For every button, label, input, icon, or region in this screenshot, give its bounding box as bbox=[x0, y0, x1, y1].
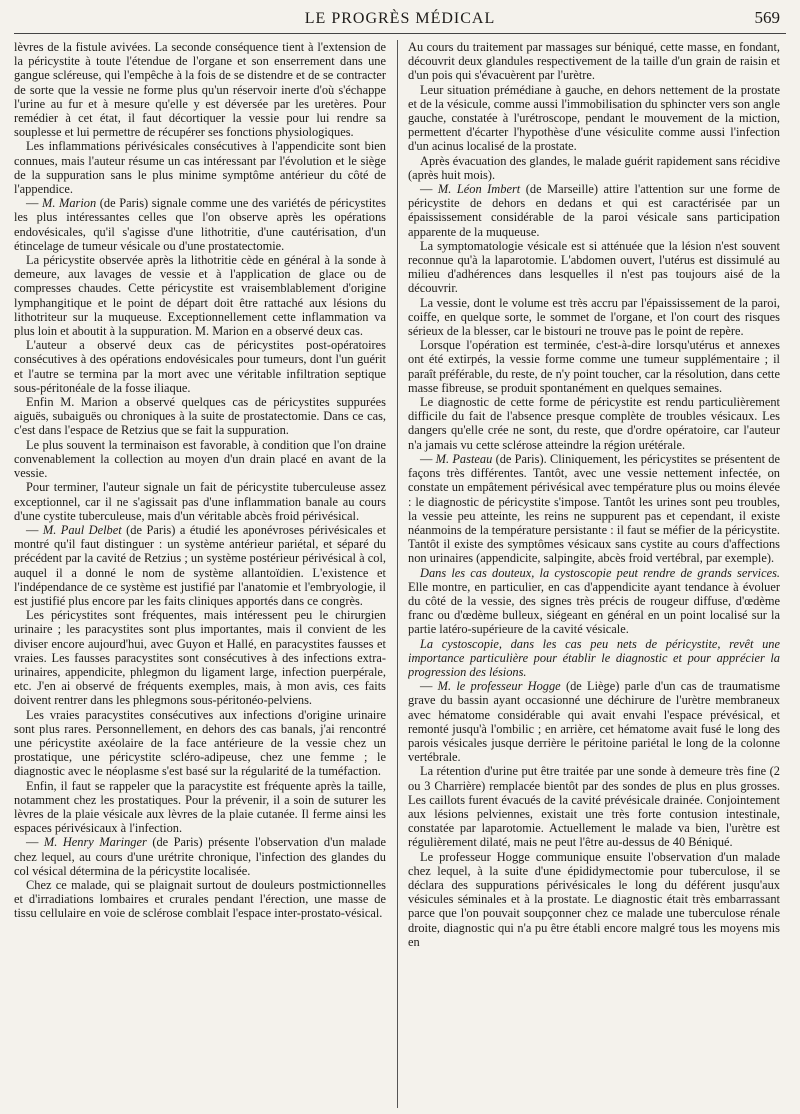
paragraph: Enfin M. Marion a observé quelques cas de péricystites suppurées aiguës, subaiguës ou chroniques à la suite de prostatectomie. Dans ce cas, c'est dans l'espace de Retzius que se fait la suppuration. bbox=[14, 395, 386, 438]
paragraph: Enfin, il faut se rappeler que la paracystite est fréquente après la taille, notamment chez les prostatiques. Pour la prévenir, il a soin de suturer les lèvres de la plaie vésicale aux lèvres de la plaie cutanée. Il ferme ainsi les espaces périvésicaux à l'infection. bbox=[14, 778, 386, 836]
author-name: M. Pasteau bbox=[435, 451, 493, 466]
paragraph-text: (de Paris) a étudié les aponévroses périvésicales et montré qu'il faut distinguer : un système antérieur pariétal, et séparé du précédent par la cavité de Retzius ; un système postérieur périvésical à col, auquel il a donné le nom de système allantoïdien. L'existence et l'indépendance de ce système est justifié par l'anatomie et l'embryologie, il est justifié plus encore par les faits cliniques apportés dans ce congrès. bbox=[14, 522, 386, 608]
author-name: M. Paul Delbet bbox=[42, 522, 122, 537]
paragraph: Les vraies paracystites consécutives aux infections d'origine urinaire sont plus rares. Personnellement, en dehors des cas banals, j'ai rencontré une péricystite axéolaire de la face antérieure de la vessie chez un prostatique, une péricystite scléro-adipeuse, chez une femme ; le diagnostic avec le néoplasme s'est basé sur la régularité de la tuméfaction. bbox=[14, 707, 386, 779]
paragraph: Au cours du traitement par massages sur béniqué, cette masse, en fondant, découvrit deux glandules respectivement de la taille d'un grain de raisin et d'un pois qui s'évacuèrent par l'urètre. bbox=[408, 40, 780, 83]
paragraph: Après évacuation des glandes, le malade guérit rapidement sans récidive (après huit mois). bbox=[408, 153, 780, 182]
page-header bbox=[14, 4, 786, 32]
paragraph: Le diagnostic de cette forme de péricystite est rendu particulièrement difficile du fait de l'absence presque complète de troubles vésicaux. Les dangers qu'elle crée ne sont, du reste, que d'ordre opératoire, car l'auteur n'a jamais vu cette sclérose atteindre la région urétérale. bbox=[408, 395, 780, 452]
paragraph: Le plus souvent la terminaison est favorable, à condition que l'on draine convenablement la collection au moyen d'un drain placé en avant de la vessie. bbox=[14, 437, 386, 481]
author-name: M. Léon Imbert bbox=[437, 182, 521, 197]
paragraph: La rétention d'urine put être traitée par une sonde à demeure très fine (2 ou 3 Charrière) remplacée bientôt par des sondes de plus en plus grosses. Les caillots furent évacués de la cavité prévésicale drainée. Conjointement aux lésions pelviennes, existait une très forte contusion intestinale, constatée par laparotomie. Actuellement le malade va bien, l'urètre est régulièrement dilaté, mais ne peut l'être au-dessus de 40 Béniqué. bbox=[408, 764, 780, 850]
paragraph-text: (de Paris) présente l'observation d'un malade chez lequel, au cours d'une urétrite chronique, l'infection des glandes du col vésical détermina de la péricystite localisée. bbox=[14, 835, 386, 878]
paragraph: La vessie, dont le volume est très accru par l'épaississement de la paroi, coiffe, en quelque sorte, le sommet de l'organe, et l'on court des risques sérieux de la blesser, car le bistouri ne trouve pas le point de repère. bbox=[408, 295, 780, 339]
paragraph: — M. Pasteau (de Paris). Cliniquement, les péricystites se présentent de façons très différentes. Tantôt, avec une vessie nettement infectée, on constate un empâtement périvésical avec température plus ou moins élevée : le diagnostic de péricystite s'impose. Tantôt les urines sont peu troubles, la vessie peu atteinte, les reins ne suppurent pas et cependant, il existe néanmoins de la température persistante : il faut se méfier de la péricystite. Tantôt il existe des symptômes vésicaux sans cystite au cours d'affections non urinaires (appendicite, salpingite, abcès froid vertébral, par exemple). bbox=[408, 451, 780, 566]
paragraph: — M. Marion (de Paris) signale comme une des variétés de péricystites les plus intéressantes celles que l'on observe après les opérations endovésicales, qu'il s'agisse d'une lithotritie, d'une cautérisation, d'un étincelage de tumeur vésicale ou d'une prostatectomie. bbox=[14, 196, 386, 253]
right-column bbox=[408, 40, 780, 1110]
paragraph: — M. Henry Maringer (de Paris) présente l'observation d'un malade chez lequel, au cours d'une urétrite chronique, l'infection des glandes du col vésical détermina de la péricystite localisée. bbox=[14, 835, 386, 878]
column-divider bbox=[397, 40, 398, 1108]
journal-title: LE PROGRÈS MÉDICAL bbox=[304, 10, 496, 27]
page-number: 569 bbox=[754, 8, 780, 27]
paragraph bbox=[408, 566, 780, 637]
paragraph-text: (de Marseille) attire l'attention sur une forme de péricystite de dehors en dedans et qui est caractérisée par un épaississement considérable de la paroi vésicale sans participation apparente de la muqueuse. bbox=[408, 182, 780, 239]
paragraph-text: (de Paris) signale comme une des variétés de péricystites les plus intéressantes celles que l'on observe après les opérations endovésicales, qu'il s'agisse d'une lithotritie, d'une cautérisation, d'un étincelage de tumeur vésicale ou d'une prostatectomie. bbox=[14, 196, 386, 253]
author-name: M. Marion bbox=[42, 196, 97, 211]
paragraph: Pour terminer, l'auteur signale un fait de péricystite tuberculeuse assez exceptionnel, car il ne s'agissait pas d'une inflammation banale au cours d'une cystite tuberculeuse, mais d'un véritable abcès froid périvésical. bbox=[14, 480, 386, 523]
paragraph: Les inflammations périvésicales consécutives à l'appendicite sont bien connues, mais l'auteur résume un cas intéressant par l'évolution et le siège de la suppuration sans le plus minime symptôme antérieur du côté de l'appendice. bbox=[14, 139, 386, 197]
paragraph: — M. Léon Imbert (de Marseille) attire l'attention sur une forme de péricystite de dehors en dedans et qui est caractérisée par un épaississement considérable de la paroi vésicale sans participation apparente de la muqueuse. bbox=[408, 182, 780, 239]
paragraph: Le professeur Hogge communique ensuite l'observation d'un malade chez lequel, à la suite d'une épididymectomie pour tuberculose, il se déclara des suppurations périvésicales le long du déférent jusqu'aux vésicules séminales et à la prostate. Le diagnostic était très embarrassant parce que l'on pouvait soupçonner chez ce malade une tuberculose rénale droite, diagnostic qui n'a pu être établi encore malgré tous les moyens mis en bbox=[408, 849, 780, 949]
author-name: M. Henry Maringer bbox=[43, 835, 147, 850]
paragraph: La symptomatologie vésicale est si atténuée que la lésion n'est souvent reconnue qu'à la laparotomie. L'abdomen ouvert, l'utérus est dissimulé au milieu d'adhérences dans lesquelles il n'est pas toujours aisé de la découvrir. bbox=[408, 238, 780, 296]
author-name: M. le professeur Hogge bbox=[437, 679, 561, 694]
paragraph: lèvres de la fistule avivées. La seconde conséquence tient à l'extension de la péricystite à toute l'étendue de l'organe et son enserrement dans une gangue scléreuse, qui l'empêche à la fois de se distendre et de se contracter de sorte que la vessie ne forme plus qu'un réservoir inerte d'où s'échappe l'urine au fur et à mesure qu'elle y est déversée par les uretères. Pour remédier à cet état, il faut décortiquer la vessie pour lui rendre sa souplesse et lui permettre de récupérer ses fonctions physiologiques. bbox=[14, 40, 386, 140]
paragraph: La péricystite observée après la lithotritie cède en général à la sonde à demeure, aux lavages de vessie et à l'application de glace ou de compresses chaudes. Cette péricystite est vraisemblablement d'origine lymphangitique et le point de départ doit être rattaché aux lésions du lithotriteur sur la muqueuse. Exceptionnellement cette inflammation va plus loin et aboutit à la suppuration. M. Marion en a observé deux cas. bbox=[14, 253, 386, 339]
paragraph: — M. Paul Delbet (de Paris) a étudié les aponévroses périvésicales et montré qu'il faut distinguer : un système antérieur pariétal, et séparé du précédent par la cavité de Retzius ; un système postérieur périvésical à col, auquel il a donné le nom de système allantoïdien. L'existence et l'indépendance de ce système est justifié par l'anatomie et l'embryologie, il est justifié plus encore par les faits cliniques apportés dans ce congrès. bbox=[14, 522, 386, 608]
paragraph-text: Elle montre, en particulier, en cas d'appendicite ayant tendance à évoluer du côté de la vessie, des signes très précis de rougeur diffuse, d'œdème franc ou d'œdème bulleux, siégeant en général en un point localisé sur la partie latéro-supérieure de la cavité vésicale. bbox=[408, 579, 780, 637]
left-column bbox=[14, 40, 386, 1110]
header-rule bbox=[14, 33, 786, 34]
paragraph-text: (de Paris). Cliniquement, les péricystites se présentent de façons très différentes. Tantôt, avec une vessie nettement infectée, on constate un empâtement périvésical avec température plus ou moins élevée : le diagnostic de péricystite s'impose. Tantôt les urines sont peu troubles, la vessie peu atteinte, les reins ne suppurent pas et cependant, il existe néanmoins de la température persistante : il faut se méfier de la péricystite. Tantôt il existe des symptômes vésicaux sans cystite au cours d'affections non urinaires (appendicite, salpingite, abcès froid vertébral, par exemple). bbox=[408, 451, 780, 566]
italic-phrase: Dans les cas douteux, la cystoscopie peut rendre de grands services. bbox=[420, 565, 780, 580]
paragraph: — M. le professeur Hogge (de Liège) parle d'un cas de traumatisme grave du bassin ayant occasionné une déchirure de l'urètre membraneux avec hématome considérable qui avait envahi l'espace prévésical, et remonté jusqu'à l'ombilic ; en arrière, cet hématome avait fusé le long des parois vésicales jusque derrière le péritoine pariétal le long de la colonne vertébrale. bbox=[408, 679, 780, 765]
italic-paragraph: La cystoscopie, dans les cas peu nets de péricystite, revêt une importance particulière pour établir le diagnostic et pour apprécier la progression des lésions. bbox=[408, 636, 780, 679]
paragraph: Lorsque l'opération est terminée, c'est-à-dire lorsqu'utérus et annexes ont été extirpés, la vessie forme comme une tumeur supplémentaire ; il paraît préférable, du reste, de n'y point toucher, car la résolution, dans cette masse fibreuse, se produit spontanément en quelques semaines. bbox=[408, 338, 780, 395]
paragraph: Leur situation prémédiane à gauche, en dehors nettement de la prostate et de la vésicule, comme aussi l'immobilisation du sphincter vers son angle gauche, constatée à l'urétroscope, pendant le mouvement de la miction, permettent d'écarter l'hypothèse d'une vésiculite comme aussi l'infection d'un acinus localisé de la prostate. bbox=[408, 82, 780, 154]
paragraph: Les péricystites sont fréquentes, mais intéressent peu le chirurgien urinaire ; les paracystites sont plus importantes, mais il convient de les diviser encore aujourd'hui, avec Guyon et Hallé, en paracystites fausses et vraies. Les fausses paracystites sont consécutives à des infections extra-urinaires, appendicite, phlegmon du ligament large, infection puerpérale, etc. J'en ai observé de fréquents exemples, mais, à mon avis, ces faits doivent rentrer dans les phlegmons sous-péritonéo-pelviens. bbox=[14, 608, 386, 708]
paragraph: L'auteur a observé deux cas de péricystites post-opératoires consécutives à des opérations endovésicales pour tumeurs, dont l'un guérit et l'autre se termina par la mort avec une véritable infiltration septique sous-péritonéale de la fosse iliaque. bbox=[14, 338, 386, 395]
paragraph: Chez ce malade, qui se plaignait surtout de douleurs postmictionnelles et d'irradiations lombaires et crurales pendant l'érection, une masse de tissu cellulaire en voie de sclérose comblait l'espace inter-prostato-vésical. bbox=[14, 877, 386, 921]
paragraph-text: (de Liège) parle d'un cas de traumatisme grave du bassin ayant occasionné une déchirure de l'urètre membraneux avec hématome considérable qui avait envahi l'espace prévésical, et remonté jusqu'à l'ombilic ; en arrière, cet hématome avait fusé le long des parois vésicales jusque derrière le péritoine pariétal le long de la colonne vertébrale. bbox=[408, 679, 780, 765]
